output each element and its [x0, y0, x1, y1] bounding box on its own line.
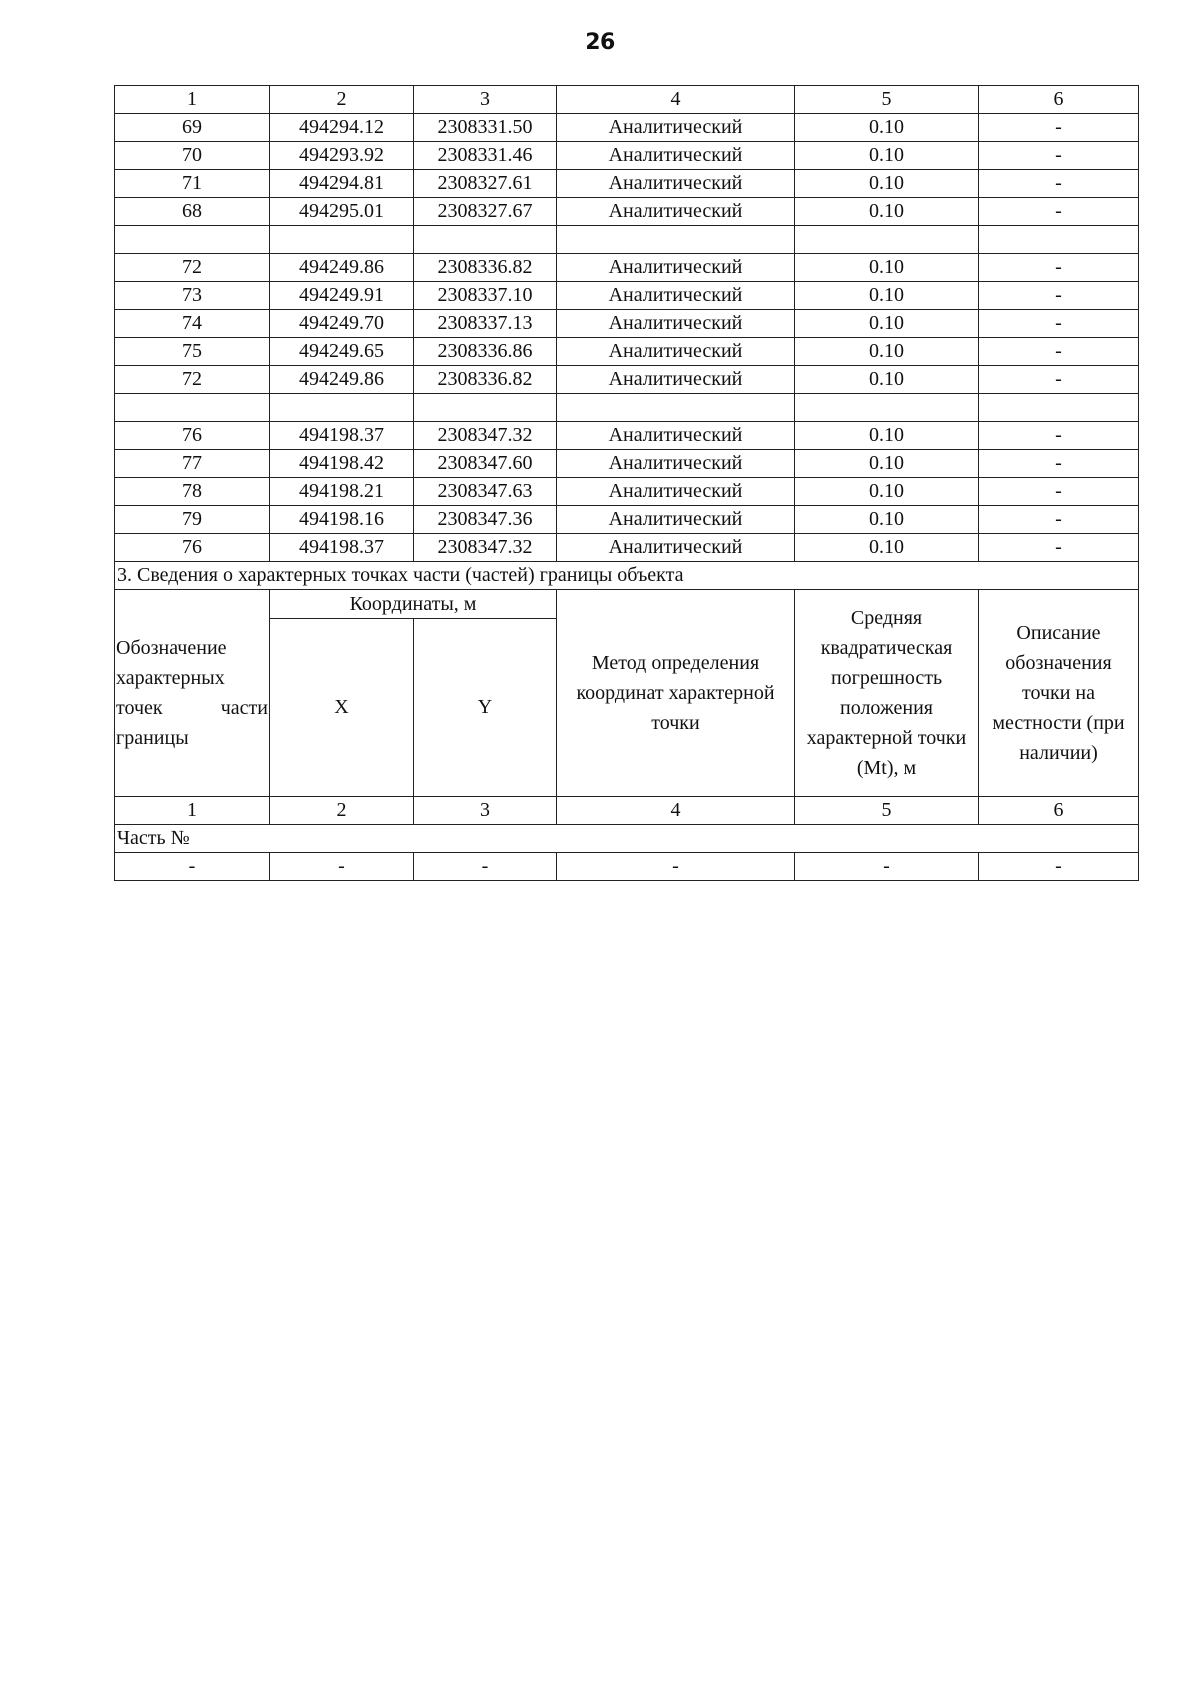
- table-cell: [270, 226, 414, 254]
- table-cell: 69: [115, 114, 270, 142]
- table-row: [115, 310, 1139, 338]
- table-cell: Аналитический: [557, 254, 795, 282]
- table-cell: 494249.70: [270, 310, 414, 338]
- table-cell: [414, 394, 557, 422]
- part-label: Часть №: [115, 825, 1139, 853]
- table-cell: 2308347.60: [414, 450, 557, 478]
- column-number-row: [115, 86, 1139, 114]
- table-cell: 0.10: [795, 198, 979, 226]
- table-row: [115, 422, 1139, 450]
- table-cell: 494294.81: [270, 170, 414, 198]
- table-row: [115, 254, 1139, 282]
- column-number: 5: [795, 797, 979, 825]
- table-cell: Аналитический: [557, 142, 795, 170]
- table-cell: 0.10: [795, 170, 979, 198]
- table-cell: -: [979, 198, 1139, 226]
- table-cell: [979, 394, 1139, 422]
- table-cell: -: [979, 170, 1139, 198]
- table-cell: [795, 226, 979, 254]
- table-row: [115, 142, 1139, 170]
- column-number: 2: [270, 86, 414, 114]
- table-cell: 2308347.32: [414, 422, 557, 450]
- section3-header-row: [115, 590, 1139, 619]
- table-cell: 494293.92: [270, 142, 414, 170]
- column-number: 6: [979, 86, 1139, 114]
- table-row: [115, 366, 1139, 394]
- table-cell: 68: [115, 198, 270, 226]
- table-row: [115, 506, 1139, 534]
- table-cell: [115, 394, 270, 422]
- header-coordinates: Координаты, м: [270, 590, 557, 619]
- table-cell: -: [979, 422, 1139, 450]
- table-cell: 2308331.50: [414, 114, 557, 142]
- table-cell: 73: [115, 282, 270, 310]
- table-cell: -: [979, 853, 1139, 881]
- table-cell: [979, 226, 1139, 254]
- table-row: [115, 853, 1139, 881]
- table-cell: Аналитический: [557, 338, 795, 366]
- table-cell: Аналитический: [557, 478, 795, 506]
- table-cell: 494249.86: [270, 366, 414, 394]
- table-cell: 494249.91: [270, 282, 414, 310]
- part-table-body: [115, 853, 1139, 881]
- table-cell: 0.10: [795, 478, 979, 506]
- section-title: 3. Сведения о характерных точках части (частей) границы объекта: [115, 562, 1139, 590]
- table-cell: 0.10: [795, 142, 979, 170]
- table-cell: -: [979, 254, 1139, 282]
- table-cell: 0.10: [795, 282, 979, 310]
- table-row: [115, 114, 1139, 142]
- table-cell: 0.10: [795, 114, 979, 142]
- section3-column-number-row: [115, 797, 1139, 825]
- table-cell: -: [115, 853, 270, 881]
- table-cell: 0.10: [795, 534, 979, 562]
- table-row: [115, 450, 1139, 478]
- table-cell: 74: [115, 310, 270, 338]
- table-cell: -: [979, 478, 1139, 506]
- table-cell: 79: [115, 506, 270, 534]
- table-cell: Аналитический: [557, 310, 795, 338]
- column-number: 4: [557, 86, 795, 114]
- table-cell: 0.10: [795, 450, 979, 478]
- table-cell: 0.10: [795, 422, 979, 450]
- table-cell: Аналитический: [557, 114, 795, 142]
- points-table-body: [115, 86, 1139, 562]
- table-cell: 72: [115, 254, 270, 282]
- table-cell: -: [979, 282, 1139, 310]
- table-row: [115, 282, 1139, 310]
- table-cell: Аналитический: [557, 282, 795, 310]
- table-cell: Аналитический: [557, 450, 795, 478]
- table-cell: 494249.86: [270, 254, 414, 282]
- table-cell: 494198.37: [270, 534, 414, 562]
- table-row: [115, 170, 1139, 198]
- coordinates-table: [114, 85, 1139, 881]
- table-cell: [115, 226, 270, 254]
- table-cell: -: [557, 853, 795, 881]
- table-cell: [414, 226, 557, 254]
- table-cell: 494198.21: [270, 478, 414, 506]
- table-cell: 0.10: [795, 310, 979, 338]
- table-cell: -: [979, 338, 1139, 366]
- header-y: Y: [414, 619, 557, 797]
- page-number: 26: [585, 30, 615, 55]
- table-cell: -: [979, 534, 1139, 562]
- column-number: 6: [979, 797, 1139, 825]
- table-cell: -: [979, 506, 1139, 534]
- table-cell: [270, 394, 414, 422]
- table-cell: -: [979, 450, 1139, 478]
- table-cell: 494198.16: [270, 506, 414, 534]
- table-cell: [557, 394, 795, 422]
- column-number: 3: [414, 797, 557, 825]
- table-cell: 70: [115, 142, 270, 170]
- table-cell: 494294.12: [270, 114, 414, 142]
- column-number: 4: [557, 797, 795, 825]
- column-number: 1: [115, 797, 270, 825]
- table-cell: 2308347.32: [414, 534, 557, 562]
- table-cell: 2308336.82: [414, 366, 557, 394]
- table-cell: 78: [115, 478, 270, 506]
- table-cell: 2308336.82: [414, 254, 557, 282]
- column-number: 5: [795, 86, 979, 114]
- table-cell: 72: [115, 366, 270, 394]
- table-cell: 2308347.36: [414, 506, 557, 534]
- table-cell: Аналитический: [557, 534, 795, 562]
- column-number: 1: [115, 86, 270, 114]
- table-cell: 0.10: [795, 254, 979, 282]
- table-cell: Аналитический: [557, 198, 795, 226]
- table-cell: -: [270, 853, 414, 881]
- table-cell: 2308347.63: [414, 478, 557, 506]
- table-cell: Аналитический: [557, 170, 795, 198]
- table-row: [115, 198, 1139, 226]
- table-cell: 494295.01: [270, 198, 414, 226]
- header-method: Метод определения координат характерной точки: [557, 590, 795, 797]
- table-cell: 76: [115, 422, 270, 450]
- table-cell: 494198.37: [270, 422, 414, 450]
- header-point-designation: Обозначение характерных точек части границы: [115, 590, 270, 797]
- section3-body: [115, 562, 1139, 853]
- table-cell: -: [979, 310, 1139, 338]
- table-cell: -: [979, 114, 1139, 142]
- table-cell: Аналитический: [557, 366, 795, 394]
- table-cell: 0.10: [795, 338, 979, 366]
- table-cell: 2308327.67: [414, 198, 557, 226]
- table-row: [115, 394, 1139, 422]
- table-cell: -: [979, 366, 1139, 394]
- header-error: Средняя квадратическая погрешность положения характерной точки (Mt), м: [795, 590, 979, 797]
- table-cell: 2308331.46: [414, 142, 557, 170]
- table-row: [115, 338, 1139, 366]
- table-cell: 71: [115, 170, 270, 198]
- table-cell: 0.10: [795, 506, 979, 534]
- table-cell: 77: [115, 450, 270, 478]
- table-cell: Аналитический: [557, 422, 795, 450]
- column-number: 3: [414, 86, 557, 114]
- table-cell: 494198.42: [270, 450, 414, 478]
- table-row: [115, 478, 1139, 506]
- table-cell: Аналитический: [557, 506, 795, 534]
- table-cell: 494249.65: [270, 338, 414, 366]
- section-title-row: [115, 562, 1139, 590]
- table-cell: -: [795, 853, 979, 881]
- table-cell: 2308336.86: [414, 338, 557, 366]
- table-row: [115, 534, 1139, 562]
- table-row: [115, 226, 1139, 254]
- table-cell: 76: [115, 534, 270, 562]
- part-label-row: [115, 825, 1139, 853]
- table-cell: [795, 394, 979, 422]
- column-number: 2: [270, 797, 414, 825]
- table-cell: 2308327.61: [414, 170, 557, 198]
- table-cell: [557, 226, 795, 254]
- header-description: Описание обозначения точки на местности (при наличии): [979, 590, 1139, 797]
- header-x: X: [270, 619, 414, 797]
- table-cell: 75: [115, 338, 270, 366]
- table-cell: -: [979, 142, 1139, 170]
- table-cell: 2308337.10: [414, 282, 557, 310]
- table-cell: 2308337.13: [414, 310, 557, 338]
- table-cell: 0.10: [795, 366, 979, 394]
- table-cell: -: [414, 853, 557, 881]
